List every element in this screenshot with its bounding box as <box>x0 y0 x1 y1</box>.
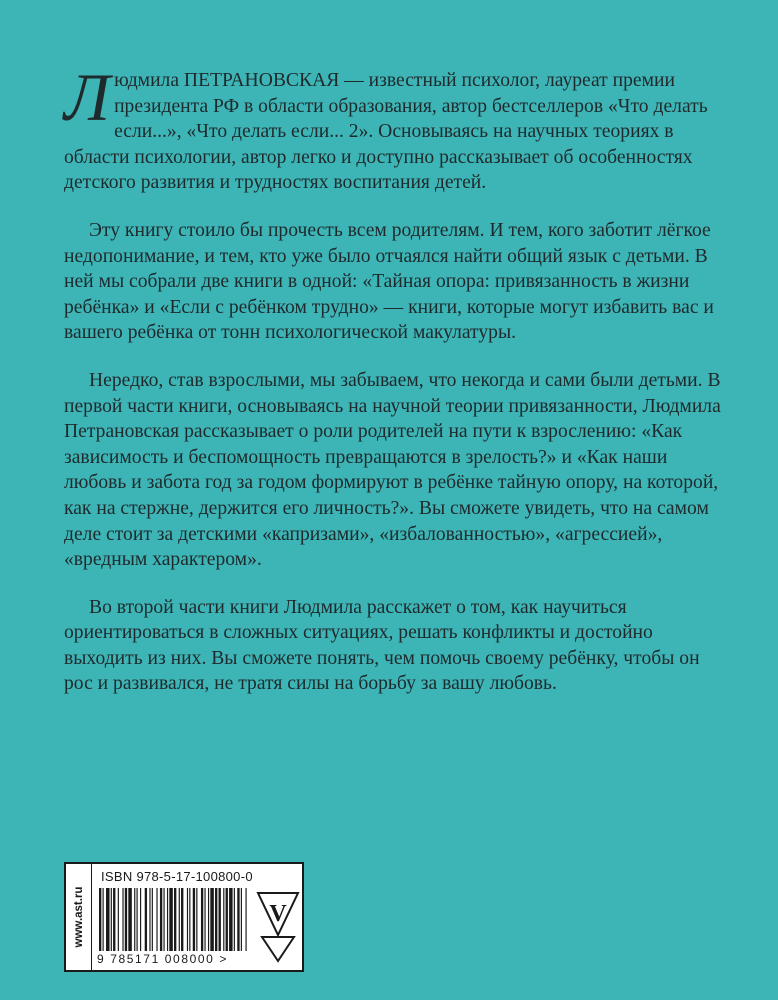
description-paragraph-2: Эту книгу стоило бы прочесть всем родителям. И тем, кого заботит лёгкое недопонимание, и тем, кто уже было отчаялся найти общий язык с детьми. В ней мы собрали две книги в одной: «Тайная опора: привязанность в жизни ребёнка» и «Если с ребёнком трудно» — книги, которые могут избавить вас и вашего ребёнка от тонн психологической макулатуры. <box>64 219 714 344</box>
drop-cap: Л <box>64 59 111 135</box>
barcode-digits: 9 785171 008000 > <box>97 952 228 966</box>
description-paragraph-4: Во второй части книги Людмила расскажет о том, как научиться ориентироваться в сложных ситуациях, решать конфликты и достойно выходить из них. Вы сможете понять, чем помочь своему ребёнку, чтобы он рос и развивался, не тратя силы на борьбу за вашу любовь. <box>64 596 700 695</box>
barcode-panel <box>64 862 304 972</box>
publisher-site <box>66 864 92 970</box>
logo-letter: V <box>269 901 287 927</box>
paragraph-1-text: юдмила ПЕТРАНОВСКАЯ — известный психолог, лауреат премии президента РФ в области образования, автор бестселлеров «Что делать если...», «Что делать если... 2». Основываясь на научных теориях в области психологии, автор легко и доступно рассказывает об особенностях детского развития и трудностях воспитания детей. <box>64 70 708 194</box>
description-paragraph-1 <box>64 59 724 196</box>
publisher-site-text: www.ast.ru <box>72 886 85 948</box>
publisher-logo-icon <box>256 891 300 963</box>
isbn-label: ISBN 978-5-17-100800-0 <box>101 869 253 884</box>
barcode-icon <box>99 888 249 951</box>
description-paragraph-3: Нередко, став взрослыми, мы забываем, что некогда и сами были детьми. В первой части книги, основываясь на научной теории привязанности, Людмила Петрановская рассказывает о роли родителей на пути к взрослению: «Как зависимость и беспомощность превращаются в зрелость?» и «Как наши любовь и забота год за годом формируют в ребёнке тайную опору, на которой, как на стержне, держится его личность?». Вы сможете увидеть, что на самом деле стоит за детскими «капризами», «избалованностью», «агрессией», «вредным характером». <box>64 369 721 571</box>
book-description <box>64 59 724 719</box>
